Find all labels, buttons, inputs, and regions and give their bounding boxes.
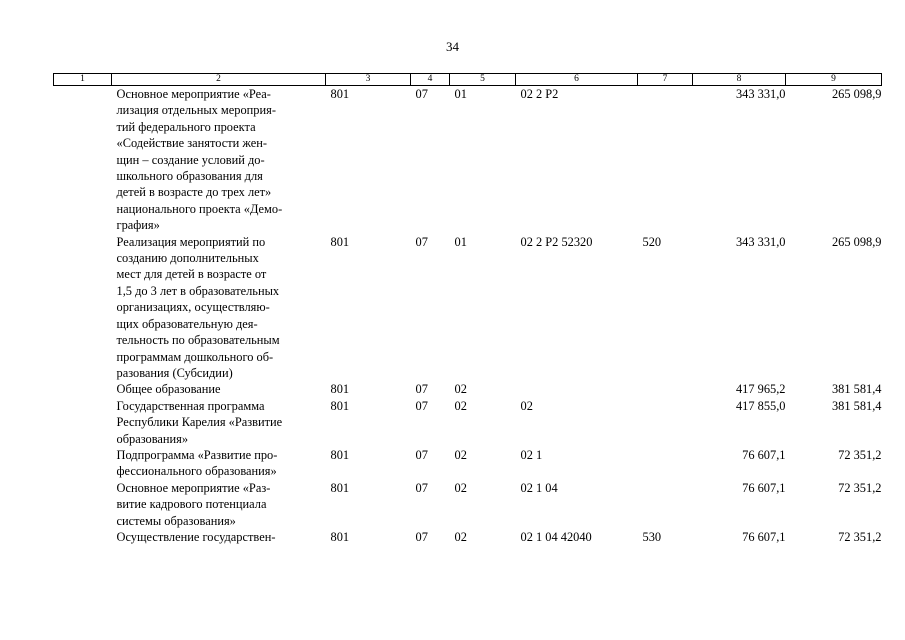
cell-col1 [54,480,112,529]
cell-c7 [638,480,693,529]
cell-name [112,529,326,545]
cell-name [112,234,326,382]
cell-c6: 02 1 [520,447,543,462]
name-line: Общее образование [116,382,221,397]
cell-c8: 343 331,0 [735,234,786,249]
name-line: Государственная программа [116,398,265,413]
name-line: 1,5 до 3 лет в образовательных [116,283,280,298]
name-line: созданию дополнительных [116,251,259,266]
name-line: детей в возрасте до трех лет» [116,185,272,200]
cell-c9: 381 581,4 [831,398,882,413]
name-line: Республики Карелия «Развитие [116,415,283,430]
cell-col1 [54,234,112,382]
cell-c6: 02 2 Р2 52320 [520,234,593,249]
page-number: 34 [446,39,459,54]
cell-c5: 02 [454,529,467,544]
table-row [54,480,882,529]
cell-c8: 76 607,1 [742,480,786,495]
name-line: национального проекта «Демо- [116,201,283,216]
table-row [54,529,882,545]
cell-c8: 343 331,0 [735,87,786,101]
cell-c7 [638,86,693,234]
cell-c4: 07 [415,398,428,413]
header-cell-2: 2 [112,74,326,86]
cell-c7 [638,447,693,480]
name-line: образования» [116,431,189,446]
budget-table [53,73,882,545]
cell-col1 [54,381,112,397]
cell-c3: 801 [330,234,350,249]
cell-c9: 72 351,2 [838,447,882,462]
table-header [54,74,882,86]
cell-c4: 07 [415,447,428,462]
cell-c3: 801 [330,447,350,462]
cell-c6: 02 1 04 42040 [520,529,592,544]
name-line: щих образовательную дея- [116,316,258,331]
cell-c9: 72 351,2 [838,480,882,495]
cell-c4: 07 [415,480,428,495]
name-line: витие кадрового потенциала [116,497,267,512]
cell-c5: 01 [454,234,467,249]
name-line: «Содействие занятости жен- [116,136,268,151]
cell-c7: 520 [642,234,662,249]
cell-c5: 02 [454,382,467,397]
name-line: тий федерального проекта [116,119,256,134]
cell-c8: 76 607,1 [742,447,786,462]
name-line: Подпрограмма «Развитие про- [116,447,278,462]
name-line: школьного образования для [116,169,263,184]
name-line: организациях, осуществляю- [116,300,270,315]
cell-c8: 417 965,2 [735,382,786,397]
cell-c9: 381 581,4 [831,382,882,397]
table-row [54,398,882,447]
cell-c7 [638,381,693,397]
cell-c7: 530 [642,529,662,544]
header-cell-9: 9 [786,74,882,86]
name-line: разования (Субсидии) [116,365,233,380]
cell-c5: 02 [454,398,467,413]
name-line: графия» [116,218,160,233]
name-line: щин – создание условий до- [116,152,265,167]
name-line: Основное мероприятие «Раз- [116,480,271,495]
name-line: программам дошкольного об- [116,349,274,364]
table-row [54,234,882,382]
name-line: Основное мероприятие «Реа- [116,87,271,101]
cell-c4: 07 [415,529,428,544]
cell-c7 [638,398,693,447]
table-row [54,381,882,397]
cell-c6: 02 2 Р2 [520,87,559,101]
name-line: Осуществление государствен- [116,529,276,544]
table-body [54,86,882,546]
cell-c9: 265 098,9 [831,87,882,101]
cell-c4: 07 [415,234,428,249]
name-line: тельность по образовательным [116,333,280,348]
table-row [54,447,882,480]
cell-c5: 02 [454,480,467,495]
cell-name [112,480,326,529]
header-row [54,74,882,86]
cell-col1 [54,86,112,234]
header-cell-5: 5 [450,74,516,86]
cell-col1 [54,529,112,545]
name-line: Реализация мероприятий по [116,234,266,249]
table-row [54,86,882,234]
cell-c3: 801 [330,529,350,544]
cell-c3: 801 [330,398,350,413]
name-line: лизация отдельных мероприя- [116,103,276,118]
cell-c9: 265 098,9 [831,234,882,249]
header-cell-8: 8 [693,74,786,86]
cell-c8: 76 607,1 [742,529,786,544]
cell-c5: 02 [454,447,467,462]
cell-name [112,86,326,234]
name-line: фессионального образования» [116,464,277,479]
cell-col1 [54,447,112,480]
cell-c9: 72 351,2 [838,529,882,544]
cell-name [112,398,326,447]
cell-c3: 801 [330,87,350,101]
header-cell-4: 4 [411,74,450,86]
cell-name [112,447,326,480]
header-cell-6: 6 [516,74,638,86]
cell-c4: 07 [415,382,428,397]
cell-c3: 801 [330,382,350,397]
cell-col1 [54,398,112,447]
cell-c3: 801 [330,480,350,495]
name-line: системы образования» [116,513,236,528]
cell-c8: 417 855,0 [735,398,786,413]
cell-c6: 02 1 04 [520,480,558,495]
header-cell-7: 7 [638,74,693,86]
header-cell-1: 1 [54,74,112,86]
name-line: мест для детей в возрасте от [116,267,267,282]
cell-c6 [516,381,638,397]
cell-c5: 01 [454,87,467,101]
cell-c4: 07 [415,87,428,101]
cell-c6: 02 [520,398,533,413]
header-cell-3: 3 [326,74,411,86]
cell-name [112,381,326,397]
